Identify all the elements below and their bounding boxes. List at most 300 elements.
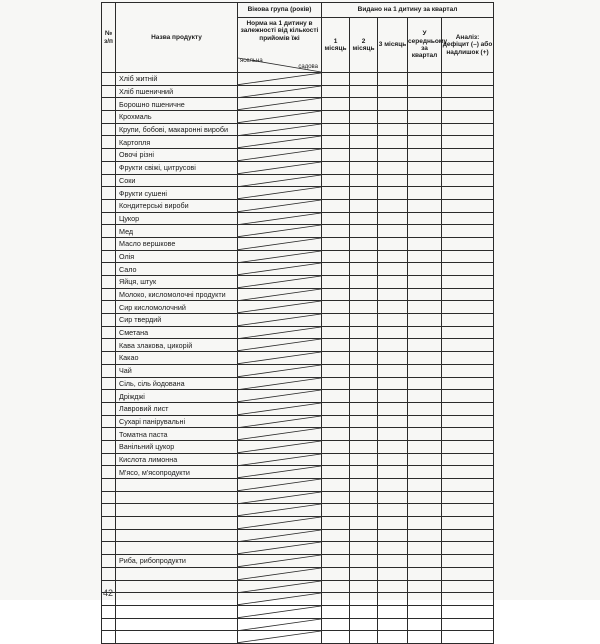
norm-cell [238, 364, 322, 377]
page-number: 42 [103, 588, 114, 598]
month-1-cell [322, 415, 350, 428]
analysis-cell [442, 123, 494, 136]
quarter-average-cell [408, 174, 442, 187]
norm-diagonal-line [238, 542, 321, 554]
header-analysis: Аналіз: дефіцит (–) або надлишок (+) [442, 18, 494, 73]
analysis-cell [442, 605, 494, 618]
product-name-cell: Соки [116, 174, 238, 187]
month-3-cell [378, 567, 408, 580]
quarter-average-cell [408, 567, 442, 580]
norm-diagonal-line [238, 136, 321, 148]
norm-cell [238, 593, 322, 606]
month-1-cell [322, 466, 350, 479]
product-name-cell: Чай [116, 364, 238, 377]
month-1-cell [322, 161, 350, 174]
norm-diagonal-line [238, 581, 321, 593]
quarter-average-cell [408, 504, 442, 517]
month-3-cell [378, 555, 408, 568]
month-1-cell [322, 301, 350, 314]
product-name-cell: Молоко, кисломолочні продукти [116, 288, 238, 301]
month-1-cell [322, 136, 350, 149]
month-3-cell [378, 187, 408, 200]
month-2-cell [350, 98, 378, 111]
table-row [102, 580, 494, 593]
analysis-cell [442, 111, 494, 124]
table-row [102, 136, 494, 149]
norm-diagonal-line [238, 213, 321, 225]
month-3-cell [378, 440, 408, 453]
norm-diagonal-line [238, 200, 321, 212]
quarter-average-cell [408, 111, 442, 124]
table-row [102, 237, 494, 250]
analysis-cell [442, 225, 494, 238]
month-2-cell [350, 263, 378, 276]
norm-diagonal-line [238, 314, 321, 326]
month-1-cell [322, 237, 350, 250]
table-row [102, 605, 494, 618]
row-number-cell [102, 605, 116, 618]
analysis-cell [442, 199, 494, 212]
month-3-cell [378, 174, 408, 187]
norm-cell [238, 605, 322, 618]
header-month-1: 1 місяць [322, 18, 350, 73]
month-2-cell [350, 250, 378, 263]
norm-cell [238, 479, 322, 492]
header-kindergarten-label: садова [298, 64, 318, 71]
analysis-cell [442, 428, 494, 441]
norm-diagonal-line [238, 149, 321, 161]
month-2-cell [350, 339, 378, 352]
product-name-cell: Ванільний цукор [116, 440, 238, 453]
table-row [102, 593, 494, 606]
month-2-cell [350, 276, 378, 289]
table-row [102, 123, 494, 136]
month-3-cell [378, 136, 408, 149]
month-3-cell [378, 111, 408, 124]
quarter-average-cell [408, 263, 442, 276]
table-row [102, 517, 494, 530]
analysis-cell [442, 149, 494, 162]
norm-diagonal-line [238, 530, 321, 542]
analysis-cell [442, 187, 494, 200]
table-row [102, 352, 494, 365]
month-2-cell [350, 314, 378, 327]
month-2-cell [350, 428, 378, 441]
product-name-cell [116, 491, 238, 504]
norm-cell [238, 237, 322, 250]
quarter-average-cell [408, 123, 442, 136]
product-name-cell: Картопля [116, 136, 238, 149]
month-2-cell [350, 123, 378, 136]
quarter-average-cell [408, 149, 442, 162]
norm-diagonal-line [238, 98, 321, 110]
quarter-average-cell [408, 631, 442, 644]
product-name-cell: Томатна паста [116, 428, 238, 441]
table-row [102, 250, 494, 263]
header-issued: Видано на 1 дитину за квартал [322, 3, 494, 18]
analysis-cell [442, 542, 494, 555]
analysis-cell [442, 174, 494, 187]
header-norm [238, 18, 322, 73]
norm-cell [238, 212, 322, 225]
norm-cell [238, 580, 322, 593]
row-number-cell [102, 504, 116, 517]
norm-diagonal-line [238, 124, 321, 136]
product-name-cell: М'ясо, м'ясопродукти [116, 466, 238, 479]
row-number-cell [102, 377, 116, 390]
month-3-cell [378, 390, 408, 403]
month-3-cell [378, 491, 408, 504]
norm-diagonal-line [238, 162, 321, 174]
month-2-cell [350, 161, 378, 174]
norm-cell [238, 111, 322, 124]
row-number-cell [102, 199, 116, 212]
norm-cell [238, 352, 322, 365]
month-2-cell [350, 453, 378, 466]
month-2-cell [350, 174, 378, 187]
month-1-cell [322, 440, 350, 453]
month-1-cell [322, 631, 350, 644]
quarter-average-cell [408, 276, 442, 289]
month-3-cell [378, 377, 408, 390]
month-3-cell [378, 479, 408, 492]
table-row [102, 111, 494, 124]
norm-cell [238, 517, 322, 530]
quarter-average-cell [408, 212, 442, 225]
norm-diagonal-line [238, 238, 321, 250]
product-name-cell [116, 605, 238, 618]
month-3-cell [378, 149, 408, 162]
norm-diagonal-line [238, 73, 321, 85]
quarter-average-cell [408, 199, 442, 212]
month-3-cell [378, 212, 408, 225]
month-2-cell [350, 605, 378, 618]
table-row [102, 149, 494, 162]
row-number-cell [102, 415, 116, 428]
norm-diagonal-line [238, 339, 321, 351]
month-3-cell [378, 364, 408, 377]
month-1-cell [322, 402, 350, 415]
month-1-cell [322, 212, 350, 225]
month-1-cell [322, 85, 350, 98]
header-nursery-label: ясельна [240, 58, 263, 65]
row-number-cell [102, 85, 116, 98]
month-3-cell [378, 580, 408, 593]
month-3-cell [378, 466, 408, 479]
quarter-average-cell [408, 402, 442, 415]
month-1-cell [322, 580, 350, 593]
norm-diagonal-line [238, 390, 321, 402]
table-row [102, 225, 494, 238]
row-number-cell [102, 352, 116, 365]
table-row [102, 339, 494, 352]
month-2-cell [350, 593, 378, 606]
product-name-cell: Сметана [116, 326, 238, 339]
row-number-cell [102, 174, 116, 187]
norm-diagonal-line [238, 289, 321, 301]
table-row [102, 301, 494, 314]
month-3-cell [378, 605, 408, 618]
month-2-cell [350, 73, 378, 86]
product-name-cell: Мед [116, 225, 238, 238]
norm-diagonal-line [238, 606, 321, 618]
analysis-cell [442, 263, 494, 276]
month-1-cell [322, 377, 350, 390]
month-1-cell [322, 542, 350, 555]
month-1-cell [322, 364, 350, 377]
table-row [102, 326, 494, 339]
month-2-cell [350, 580, 378, 593]
analysis-cell [442, 415, 494, 428]
table-row [102, 479, 494, 492]
month-2-cell [350, 631, 378, 644]
month-3-cell [378, 85, 408, 98]
month-2-cell [350, 85, 378, 98]
norm-diagonal-line [238, 225, 321, 237]
analysis-cell [442, 73, 494, 86]
month-2-cell [350, 377, 378, 390]
month-1-cell [322, 250, 350, 263]
norm-diagonal-line [238, 175, 321, 187]
row-number-cell [102, 237, 116, 250]
norm-cell [238, 339, 322, 352]
month-1-cell [322, 123, 350, 136]
table-row [102, 440, 494, 453]
product-name-cell: Хліб пшеничний [116, 85, 238, 98]
product-name-cell: Овочі різні [116, 149, 238, 162]
product-name-cell: Сало [116, 263, 238, 276]
analysis-cell [442, 402, 494, 415]
norm-cell [238, 73, 322, 86]
month-2-cell [350, 352, 378, 365]
norm-diagonal-line [238, 466, 321, 478]
table-row [102, 212, 494, 225]
month-2-cell [350, 111, 378, 124]
quarter-average-cell [408, 542, 442, 555]
table-row [102, 174, 494, 187]
month-1-cell [322, 567, 350, 580]
month-1-cell [322, 199, 350, 212]
analysis-cell [442, 212, 494, 225]
row-number-cell [102, 288, 116, 301]
month-2-cell [350, 517, 378, 530]
quarter-average-cell [408, 440, 442, 453]
quarter-average-cell [408, 618, 442, 631]
table-row [102, 263, 494, 276]
quarter-average-cell [408, 593, 442, 606]
month-3-cell [378, 225, 408, 238]
product-name-cell: Риба, рибопродукти [116, 555, 238, 568]
norm-cell [238, 199, 322, 212]
analysis-cell [442, 161, 494, 174]
norm-diagonal-line [238, 365, 321, 377]
norm-cell [238, 326, 322, 339]
product-name-cell [116, 542, 238, 555]
quarter-average-cell [408, 339, 442, 352]
row-number-cell [102, 225, 116, 238]
norm-cell [238, 187, 322, 200]
row-number-cell [102, 555, 116, 568]
quarter-average-cell [408, 301, 442, 314]
analysis-cell [442, 339, 494, 352]
norm-diagonal-line [238, 517, 321, 529]
product-name-cell: Фрукти сушені [116, 187, 238, 200]
quarter-average-cell [408, 453, 442, 466]
row-number-cell [102, 136, 116, 149]
row-number-cell [102, 111, 116, 124]
product-name-cell [116, 479, 238, 492]
month-3-cell [378, 352, 408, 365]
table-row [102, 555, 494, 568]
table-row [102, 466, 494, 479]
month-2-cell [350, 402, 378, 415]
norm-diagonal-line [238, 631, 321, 643]
analysis-cell [442, 314, 494, 327]
table-body [102, 73, 494, 644]
month-2-cell [350, 440, 378, 453]
product-name-cell: Цукор [116, 212, 238, 225]
norm-cell [238, 440, 322, 453]
table-row [102, 98, 494, 111]
table-row [102, 199, 494, 212]
quarter-average-cell [408, 529, 442, 542]
row-number-cell [102, 402, 116, 415]
analysis-cell [442, 453, 494, 466]
month-2-cell [350, 149, 378, 162]
month-1-cell [322, 517, 350, 530]
row-number-cell [102, 326, 116, 339]
norm-cell [238, 453, 322, 466]
month-3-cell [378, 123, 408, 136]
row-number-cell [102, 542, 116, 555]
norm-diagonal-line [238, 441, 321, 453]
analysis-cell [442, 390, 494, 403]
row-number-cell [102, 250, 116, 263]
month-1-cell [322, 314, 350, 327]
month-1-cell [322, 225, 350, 238]
month-1-cell [322, 98, 350, 111]
month-3-cell [378, 326, 408, 339]
month-1-cell [322, 149, 350, 162]
row-number-cell [102, 73, 116, 86]
analysis-cell [442, 593, 494, 606]
norm-cell [238, 529, 322, 542]
month-3-cell [378, 73, 408, 86]
header-age-group: Вікова група (років) [238, 3, 322, 18]
product-name-cell: Сир кисломолочний [116, 301, 238, 314]
norm-cell [238, 123, 322, 136]
quarter-average-cell [408, 314, 442, 327]
analysis-cell [442, 301, 494, 314]
month-3-cell [378, 542, 408, 555]
month-3-cell [378, 517, 408, 530]
month-1-cell [322, 605, 350, 618]
month-1-cell [322, 618, 350, 631]
month-1-cell [322, 352, 350, 365]
norm-cell [238, 301, 322, 314]
month-2-cell [350, 466, 378, 479]
norm-cell [238, 98, 322, 111]
analysis-cell [442, 364, 494, 377]
month-2-cell [350, 237, 378, 250]
month-1-cell [322, 453, 350, 466]
analysis-cell [442, 237, 494, 250]
norm-cell [238, 428, 322, 441]
norm-diagonal-line [238, 187, 321, 199]
row-number-cell [102, 276, 116, 289]
quarter-average-cell [408, 187, 442, 200]
month-2-cell [350, 529, 378, 542]
row-number-cell [102, 491, 116, 504]
month-3-cell [378, 161, 408, 174]
norm-diagonal-line [238, 555, 321, 567]
norm-cell [238, 504, 322, 517]
row-number-cell [102, 263, 116, 276]
analysis-cell [442, 98, 494, 111]
product-name-cell: Яйця, штук [116, 276, 238, 289]
quarter-average-cell [408, 73, 442, 86]
norm-cell [238, 390, 322, 403]
norm-diagonal-line [238, 263, 321, 275]
quarter-average-cell [408, 85, 442, 98]
month-3-cell [378, 314, 408, 327]
month-2-cell [350, 542, 378, 555]
month-3-cell [378, 402, 408, 415]
header-month-2: 2 місяць [350, 18, 378, 73]
quarter-average-cell [408, 605, 442, 618]
norm-cell [238, 466, 322, 479]
row-number-cell [102, 161, 116, 174]
month-2-cell [350, 136, 378, 149]
table-row [102, 542, 494, 555]
month-1-cell [322, 288, 350, 301]
table-row [102, 377, 494, 390]
row-number-cell [102, 123, 116, 136]
analysis-cell [442, 618, 494, 631]
row-number-cell [102, 466, 116, 479]
norm-diagonal-line [238, 619, 321, 631]
row-number-cell [102, 618, 116, 631]
month-3-cell [378, 593, 408, 606]
norm-cell [238, 618, 322, 631]
product-name-cell [116, 529, 238, 542]
quarter-average-cell [408, 326, 442, 339]
table-row [102, 529, 494, 542]
table-row [102, 631, 494, 644]
month-3-cell [378, 237, 408, 250]
table-row [102, 428, 494, 441]
month-1-cell [322, 263, 350, 276]
month-2-cell [350, 390, 378, 403]
month-1-cell [322, 339, 350, 352]
month-3-cell [378, 428, 408, 441]
norm-diagonal-line [238, 454, 321, 466]
month-1-cell [322, 555, 350, 568]
month-2-cell [350, 364, 378, 377]
month-1-cell [322, 593, 350, 606]
analysis-cell [442, 555, 494, 568]
table-row [102, 402, 494, 415]
month-1-cell [322, 390, 350, 403]
quarter-average-cell [408, 237, 442, 250]
norm-cell [238, 263, 322, 276]
quarter-average-cell [408, 555, 442, 568]
table-row [102, 491, 494, 504]
row-number-cell [102, 517, 116, 530]
norm-diagonal-line [238, 352, 321, 364]
norm-cell [238, 174, 322, 187]
product-name-cell: Сир твердий [116, 314, 238, 327]
